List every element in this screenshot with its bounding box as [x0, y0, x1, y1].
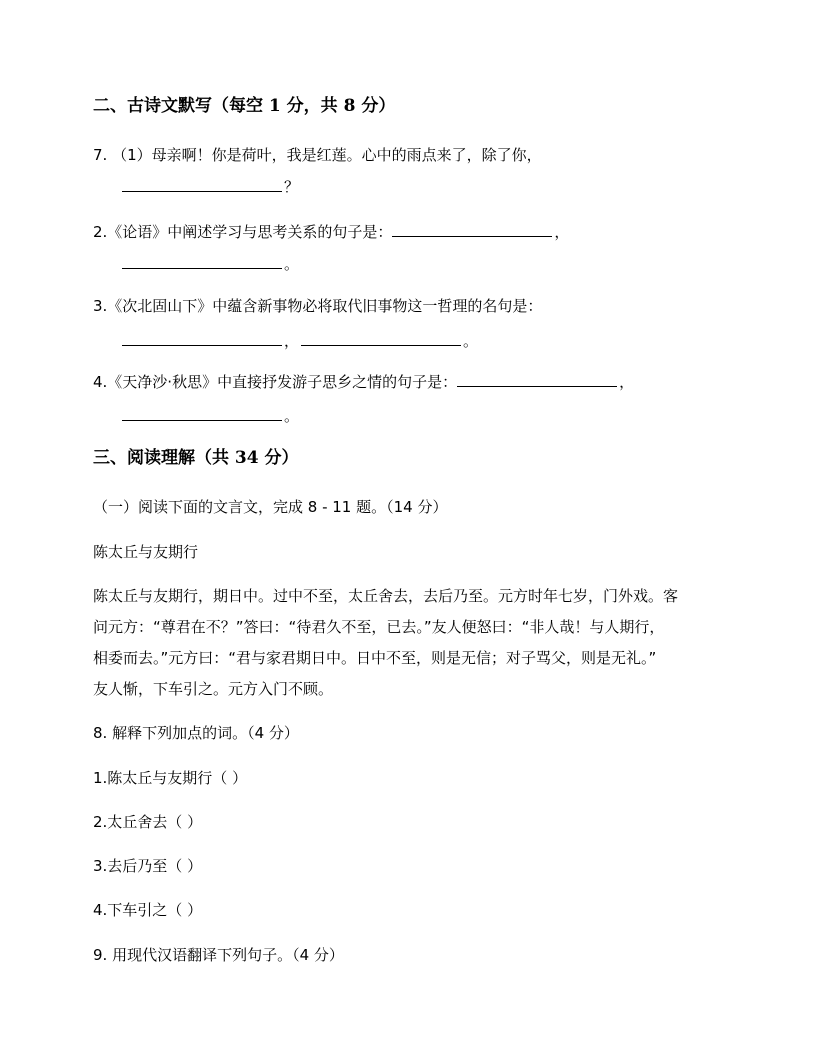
comma: ，	[554, 223, 570, 241]
question-7-answer-line	[122, 176, 299, 197]
answer-blank[interactable]	[122, 253, 282, 269]
passage-line: 问元方：“尊君在不？”答曰：“待君久不至，已去。”友人便怒曰：“非人哉！与人期行，	[93, 618, 665, 636]
period: 。	[463, 332, 479, 350]
question-2-answer-line	[122, 253, 299, 274]
question-8-prompt: 8. 解释下列加点的词。（4 分）	[93, 724, 299, 742]
comma: ，	[284, 332, 300, 350]
question-9-prompt: 9. 用现代汉语翻译下列句子。（4 分）	[93, 946, 344, 964]
question-2-prompt	[93, 221, 569, 242]
section3-title: 三、阅读理解（共 34 分）	[93, 448, 299, 468]
question-7-prompt: 7. （1）母亲啊！你是荷叶，我是红莲。心中的雨点来了，除了你，	[93, 146, 542, 164]
passage-line: 友人惭，下车引之。元方入门不顾。	[93, 680, 334, 698]
question-3-answer-line	[122, 330, 478, 351]
reading-intro: （一）阅读下面的文言文，完成 8 - 11 题。（14 分）	[93, 498, 448, 516]
comma: ，	[619, 373, 635, 391]
period: 。	[284, 407, 300, 425]
answer-blank[interactable]	[122, 330, 282, 346]
answer-blank[interactable]	[122, 176, 282, 192]
passage-title: 陈太丘与友期行	[93, 543, 199, 561]
passage-line: 相委而去。”元方曰：“君与家君期日中。日中不至，则是无信；对子骂父，则是无礼。”	[93, 649, 657, 667]
question-8-item: 1.陈太丘与友期行（ ）	[93, 769, 248, 787]
question-4-text: 4.《天净沙·秋思》中直接抒发游子思乡之情的句子是：	[93, 373, 458, 391]
section2-title: 二、古诗文默写（每空 1 分，共 8 分）	[93, 96, 396, 116]
question-4-prompt	[93, 371, 634, 392]
answer-blank[interactable]	[122, 405, 282, 421]
question-8-item: 2.太丘舍去（ ）	[93, 813, 203, 831]
question-4-answer-line	[122, 405, 299, 426]
question-mark: ？	[284, 178, 300, 196]
answer-blank[interactable]	[301, 330, 461, 346]
period: 。	[284, 255, 300, 273]
answer-blank[interactable]	[392, 221, 552, 237]
question-8-item: 4.下车引之（ ）	[93, 901, 203, 919]
question-2-text: 2.《论语》中阐述学习与思考关系的句子是：	[93, 223, 393, 241]
passage-line: 陈太丘与友期行，期日中。过中不至，太丘舍去，去后乃至。元方时年七岁，门外戏。客	[93, 587, 679, 605]
answer-blank[interactable]	[457, 371, 617, 387]
question-3-prompt: 3.《次北固山下》中蕴含新事物必将取代旧事物这一哲理的名句是：	[93, 297, 543, 315]
question-8-item: 3.去后乃至（ ）	[93, 857, 203, 875]
